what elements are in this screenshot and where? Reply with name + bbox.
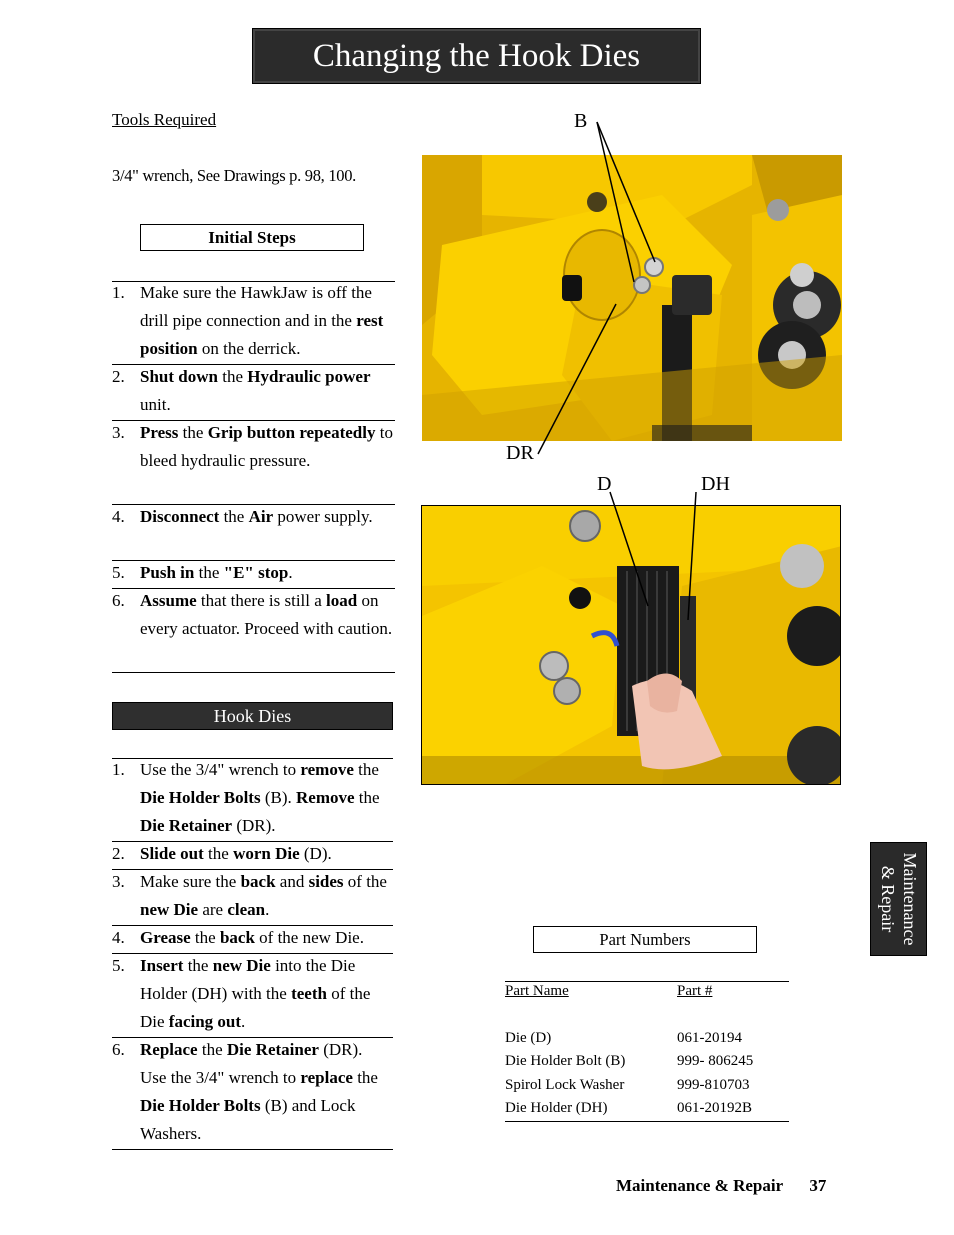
step-text-run: . (265, 900, 270, 919)
step-number: 6. (112, 1040, 125, 1059)
step-text-bold: Disconnect (140, 507, 220, 526)
step-text-bold: Die Retainer (226, 1040, 319, 1059)
callout-line-b-1 (597, 122, 634, 282)
step-text-bold: new Die (140, 900, 199, 919)
step-text-run: and (275, 872, 309, 891)
step-text-run: on every actuator. Proceed with caution. (140, 591, 393, 638)
step-number: 2. (112, 844, 125, 863)
step-text-run: of the Die (140, 984, 371, 1031)
step-text-bold: new Die (212, 956, 271, 975)
initial-steps-heading: Initial Steps (140, 224, 364, 251)
step-text-run: to bleed hydraulic pressure. (140, 423, 393, 470)
callout-line-b-2 (597, 122, 655, 262)
step-text-run: . (288, 563, 293, 582)
page-title: Changing the Hook Dies (252, 28, 701, 84)
step-text-run: unit. (140, 395, 171, 414)
label-b: B (574, 110, 588, 132)
hook-dies-heading: Hook Dies (112, 702, 393, 730)
parts-top-rule (505, 981, 789, 982)
step-text-run: the (352, 1068, 378, 1087)
part-number-cell: 999-810703 (677, 1077, 750, 1093)
step-text-bold: Remove (296, 788, 355, 807)
part-name-cell: Die (D) (505, 1030, 552, 1046)
step-number: 3. (112, 872, 125, 891)
step-text-bold: Assume (140, 591, 197, 610)
step-text-run: the (197, 1040, 227, 1059)
part-numbers-heading: Part Numbers (533, 926, 757, 953)
step-text-bold: sides (308, 872, 344, 891)
step-text-run: Use the 3/4" wrench to (140, 760, 301, 779)
step-text-run: . (241, 1012, 246, 1031)
step-number: 6. (112, 591, 125, 610)
step-text-bold: Slide out (140, 844, 204, 863)
callout-line-d (610, 492, 648, 606)
step-text-run: the (190, 928, 220, 947)
step-text-run: into the Die Holder (DH) with the (140, 956, 356, 1003)
part-number-cell: 061-20192B (677, 1100, 752, 1116)
step-text-run: (B). (260, 788, 296, 807)
parts-col-name: Part Name (505, 983, 569, 999)
section-tab[interactable] (870, 842, 927, 956)
step-number: 3. (112, 423, 125, 442)
step-text-bold: Die Retainer (140, 816, 233, 835)
part-number-cell: 999- 806245 (677, 1053, 754, 1069)
step-number: 5. (112, 956, 125, 975)
step-text-bold: Grip button repeatedly (207, 423, 376, 442)
step-number: 4. (112, 928, 125, 947)
tools-required-label: Tools Required (112, 110, 217, 129)
step-text-run: the (203, 844, 234, 863)
footer-section: Maintenance & Repair (616, 1176, 783, 1195)
step-text-run: the (219, 507, 249, 526)
step-text-run: on the derrick. (197, 339, 301, 358)
step-text-bold: clean (227, 900, 266, 919)
label-d: D (597, 473, 612, 495)
step-text-bold: Press (140, 423, 179, 442)
footer-page-number: 37 (809, 1176, 827, 1195)
parts-bottom-rule (505, 1121, 789, 1122)
step-text-bold: back (219, 928, 255, 947)
label-dr: DR (506, 442, 534, 464)
step-number: 1. (112, 760, 125, 779)
label-dh: DH (701, 473, 730, 495)
parts-col-part: Part # (677, 983, 713, 999)
step-text-bold: Push in (140, 563, 195, 582)
step-text-bold: Hydraulic power (247, 367, 371, 386)
step-text-run: the (217, 367, 248, 386)
step-text-run: of the new Die. (254, 928, 364, 947)
step-text-bold: Grease (140, 928, 191, 947)
step-text-run: Make sure the HawkJaw is off the drill pipe connection and in the (140, 283, 372, 330)
section-tab-line2: & Repair (877, 865, 898, 933)
step-text-run: the (183, 956, 213, 975)
step-text-run: the (353, 760, 379, 779)
callout-line-dh (688, 492, 696, 620)
step-text-bold: Air (248, 507, 274, 526)
step-text-bold: worn Die (233, 844, 300, 863)
step-text-bold: Die Holder Bolts (140, 788, 261, 807)
step-text-bold: replace (300, 1068, 353, 1087)
step-text-run: the (354, 788, 380, 807)
step-number: 1. (112, 283, 125, 302)
step-number: 4. (112, 507, 125, 526)
step-text-run: that there is still a (196, 591, 327, 610)
step-text-run: (D). (299, 844, 332, 863)
tools-required-text: 3/4" wrench, See Drawings p. 98, 100. (112, 166, 357, 185)
section-tab-line1: Maintenance (899, 852, 920, 946)
step-text-bold: back (240, 872, 276, 891)
step-number: 2. (112, 367, 125, 386)
step-text-run: (DR). (232, 816, 276, 835)
part-name-cell: Die Holder Bolt (B) (505, 1053, 626, 1069)
page-footer (616, 1176, 826, 1196)
step-number: 5. (112, 563, 125, 582)
step-text-run: (B) and Lock Washers. (140, 1096, 356, 1143)
step-text-bold: teeth (291, 984, 327, 1003)
step-text-run: power supply. (273, 507, 373, 526)
step-text-bold: rest position (140, 311, 384, 358)
step-text-run: (DR). Use the 3/4" wrench to (140, 1040, 363, 1087)
step-text-run: are (198, 900, 228, 919)
step-text-bold: Insert (140, 956, 184, 975)
step-text-run: Make sure the (140, 872, 241, 891)
step-text-bold: facing out (168, 1012, 242, 1031)
step-text-bold: Die Holder Bolts (140, 1096, 261, 1115)
step-text-run: of the (343, 872, 387, 891)
step-text-run: the (178, 423, 208, 442)
step-text-bold: load (326, 591, 358, 610)
step-text-bold: Shut down (140, 367, 218, 386)
step-text-run: the (194, 563, 224, 582)
step-text-bold: Replace (140, 1040, 198, 1059)
part-name-cell: Die Holder (DH) (505, 1100, 608, 1116)
part-number-cell: 061-20194 (677, 1030, 742, 1046)
part-name-cell: Spirol Lock Washer (505, 1077, 625, 1093)
step-text-bold: remove (300, 760, 354, 779)
callout-line-dr (538, 304, 616, 454)
step-text-bold: "E" stop (223, 563, 289, 582)
